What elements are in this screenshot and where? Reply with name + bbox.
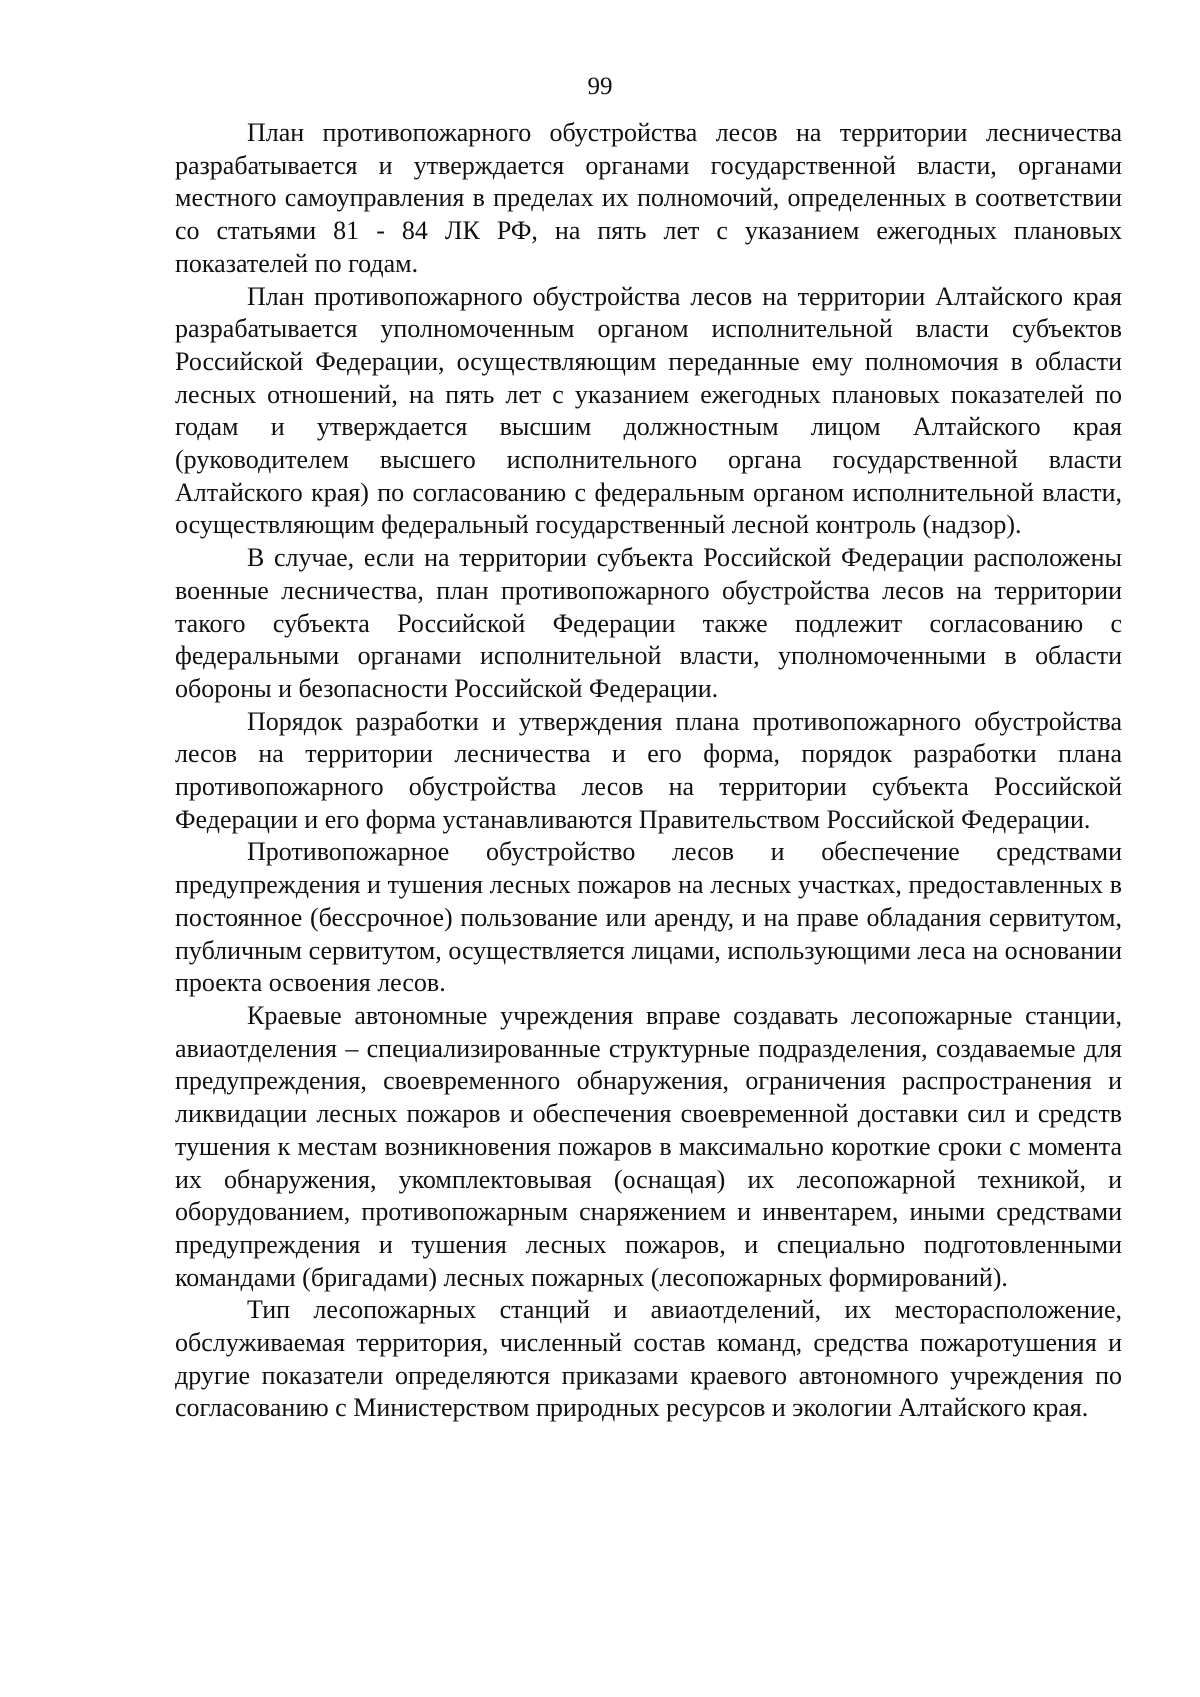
page-number: 99 — [587, 73, 613, 100]
paragraph-fire-plan-altai: План противопожарного обустройства лесов на территории Алтайского края разрабатывается уполномоченным органом исполнительной власти субъектов Российской Федерации, осуществляющим переданные ему полномочия в области лесных отношений, на пять лет с указанием ежегодных плановых показателей по годам и утверждается высшим должностным лицом Алтайского края (руководителем высшего исполнительного органа государственной власти Алтайского края) по согласованию с федеральным органом исполнительной власти, осуществляющим федеральный государственный лесной контроль (надзор). — [175, 281, 1122, 540]
paragraph-fire-stations: Краевые автономные учреждения вправе создавать лесопожарные станции, авиаотделения – специализированные структурные подразделения, создаваемые для предупреждения, своевременного обнаружения, ограничения распространения и ликвидации лесных пожаров и обеспечения своевременной доставки сил и средств тушения к местам возникновения пожаров в максимально короткие сроки с момента их обнаружения, укомплектовывая (оснащая) их лесопожарной техникой, и оборудованием, противопожарным снаряжением и инвентарем, иными средствами предупреждения и тушения лесных пожаров, и специально подготовленными командами (бригадами) лесных пожарных (лесопожарных формирований). — [175, 1000, 1122, 1292]
paragraph-fire-plan-forestry: План противопожарного обустройства лесов на территории лесничества разрабатывается и утверждается органами государственной власти, органами местного самоуправления в пределах их полномочий, определенных в соответствии со статьями 81 - 84 ЛК РФ, на пять лет с указанием ежегодных плановых показателей по годам. — [175, 118, 1122, 278]
paragraph-procedure-and-form: Порядок разработки и утверждения плана противопожарного обустройства лесов на территории лесничества и его форма, порядок разработки плана противопожарного обустройства лесов на территории субъекта Российской Федерации и его форма устанавливаются Правительством Российской Федерации. — [175, 706, 1122, 834]
document-body — [175, 117, 1122, 1425]
paragraph-station-types: Тип лесопожарных станций и авиаотделений, их месторасположение, обслуживаемая территория, численный состав команд, средства пожаротушения и другие показатели определяются приказами краевого автономного учреждения по согласованию с Министерством природных ресурсов и экологии Алтайского края. — [175, 1295, 1122, 1423]
paragraph-military-forestries: В случае, если на территории субъекта Российской Федерации расположены военные лесничества, план противопожарного обустройства лесов на территории такого субъекта Российской Федерации также подлежит согласованию с федеральными органами исполнительной власти, уполномоченными в области обороны и безопасности Российской Федерации. — [175, 543, 1122, 703]
paragraph-fire-arrangement-users: Противопожарное обустройство лесов и обеспечение средствами предупреждения и тушения лесных пожаров на лесных участках, предоставленных в постоянное (бессрочное) пользование или аренду, и на праве обладания сервитутом, публичным сервитутом, осуществляется лицами, использующими леса на основании проекта освоения лесов. — [175, 837, 1122, 998]
